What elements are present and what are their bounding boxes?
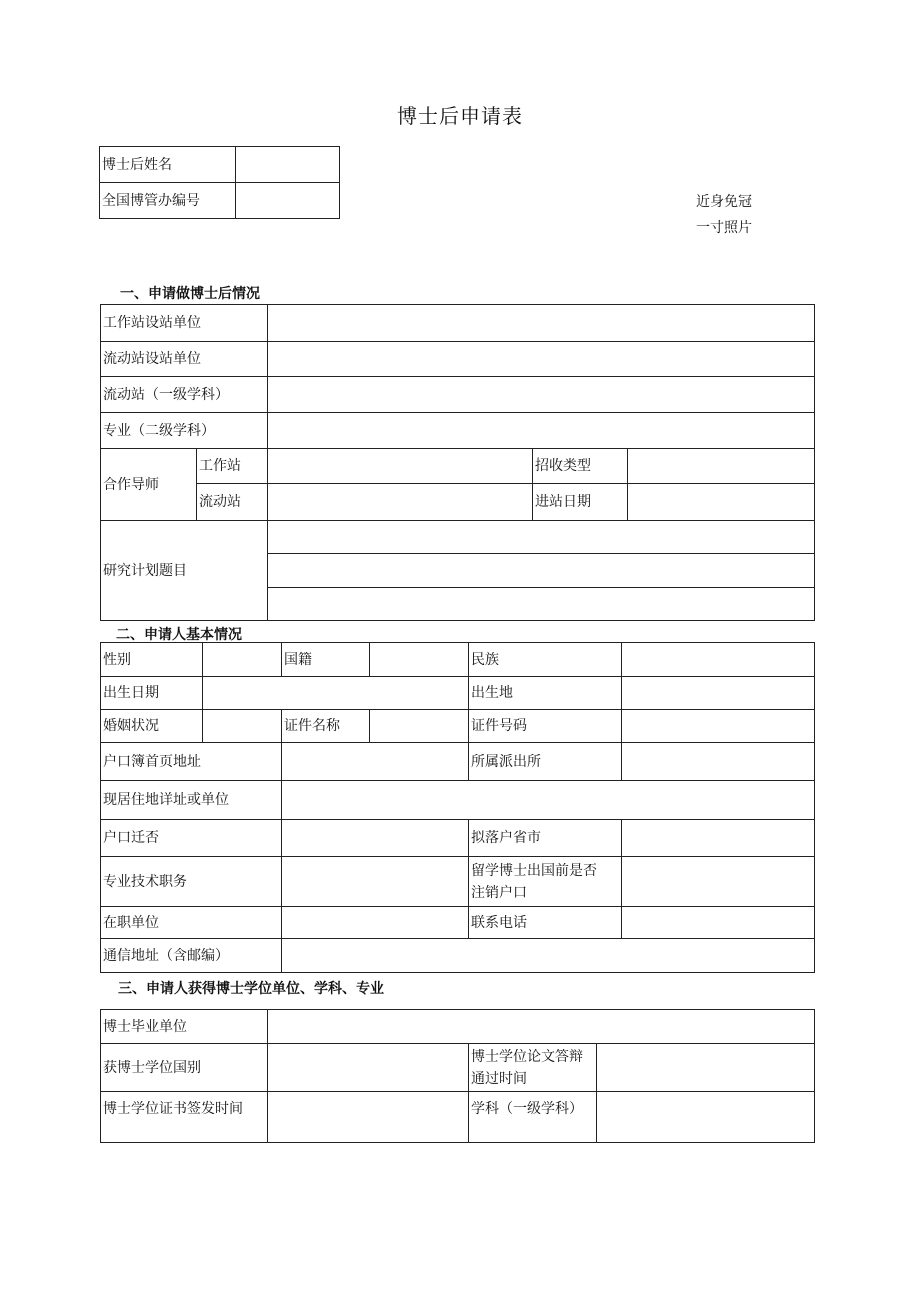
- birth-date-label: 出生日期: [101, 677, 203, 710]
- defense-time-label: [469, 1044, 597, 1092]
- hukou-move-label: 户口迁否: [101, 820, 282, 857]
- birth-place-label: 出生地: [469, 677, 622, 710]
- degree-country-field[interactable]: [268, 1044, 469, 1092]
- cancel-hukou-label: [469, 857, 622, 907]
- recruit-type-field[interactable]: [628, 449, 815, 484]
- defense-time-line-1: 博士学位论文答辩: [471, 1048, 583, 1065]
- advisor-mobile-field[interactable]: [268, 484, 533, 521]
- ethnicity-field[interactable]: [622, 643, 815, 677]
- police-station-label: 所属派出所: [469, 743, 622, 781]
- research-topic-label: 研究计划题目: [101, 521, 268, 621]
- hukou-move-field[interactable]: [282, 820, 469, 857]
- degree-country-label: 获博士学位国别: [101, 1044, 268, 1092]
- mail-address-field[interactable]: [282, 939, 815, 973]
- photo-placeholder: [696, 189, 752, 241]
- section-3-table: [100, 1009, 815, 1143]
- gender-label: 性别: [101, 643, 203, 677]
- police-station-field[interactable]: [622, 743, 815, 781]
- mail-address-label: 通信地址（含邮编）: [101, 939, 282, 973]
- research-topic-field-3[interactable]: [268, 588, 815, 621]
- postdoc-name-label: 博士后姓名: [100, 147, 236, 183]
- birth-date-field[interactable]: [203, 677, 469, 710]
- advisor-workstation-label: 工作站: [197, 449, 268, 484]
- hukou-city-field[interactable]: [622, 820, 815, 857]
- cancel-hukou-line-2: 注销户口: [471, 884, 527, 901]
- grad-unit-field[interactable]: [268, 1010, 815, 1044]
- ethnicity-label: 民族: [469, 643, 622, 677]
- id-number-label: 证件号码: [469, 710, 622, 743]
- mobile-station-label: 流动站（一级学科）: [101, 377, 268, 413]
- photo-line-2: 一寸照片: [696, 220, 752, 236]
- advisor-workstation-field[interactable]: [268, 449, 533, 484]
- photo-line-1: 近身免冠: [696, 194, 752, 210]
- section-3-heading: 三、申请人获得博士学位单位、学科、专业: [118, 981, 384, 997]
- phone-label: 联系电话: [469, 907, 622, 939]
- mobile-unit-label: 流动站设站单位: [101, 342, 268, 377]
- discipline-label: 学科（一级学科）: [469, 1092, 597, 1143]
- entry-date-field[interactable]: [628, 484, 815, 521]
- workstation-unit-label: 工作站设站单位: [101, 305, 268, 342]
- mobile-station-field[interactable]: [268, 377, 815, 413]
- workstation-unit-field[interactable]: [268, 305, 815, 342]
- section-1-table: [100, 304, 815, 621]
- residence-label: 现居住地详址或单位: [101, 781, 282, 820]
- cancel-hukou-field[interactable]: [622, 857, 815, 907]
- employer-label: 在职单位: [101, 907, 282, 939]
- defense-time-line-2: 通过时间: [471, 1070, 527, 1087]
- cancel-hukou-line-1: 留学博士出国前是否: [471, 862, 597, 879]
- research-topic-field-2[interactable]: [268, 554, 815, 588]
- postdoc-name-field[interactable]: [236, 147, 340, 183]
- id-number-field[interactable]: [622, 710, 815, 743]
- gender-field[interactable]: [203, 643, 282, 677]
- cert-time-field[interactable]: [268, 1092, 469, 1143]
- recruit-type-label: 招收类型: [533, 449, 628, 484]
- phone-field[interactable]: [622, 907, 815, 939]
- marital-label: 婚姻状况: [101, 710, 203, 743]
- major-field[interactable]: [268, 413, 815, 449]
- advisor-mobile-label: 流动站: [197, 484, 268, 521]
- research-topic-field-1[interactable]: [268, 521, 815, 554]
- section-2-heading: 二、申请人基本情况: [116, 627, 242, 643]
- id-name-field[interactable]: [370, 710, 469, 743]
- page-title: 博士后申请表: [397, 104, 523, 128]
- cert-time-label: 博士学位证书签发时间: [101, 1092, 268, 1143]
- professional-title-label: 专业技术职务: [101, 857, 282, 907]
- residence-field[interactable]: [282, 781, 815, 820]
- major-label: 专业（二级学科）: [101, 413, 268, 449]
- section-2-table: [100, 642, 815, 973]
- hukou-city-label: 拟落户省市: [469, 820, 622, 857]
- marital-field[interactable]: [203, 710, 282, 743]
- nationality-label: 国籍: [282, 643, 370, 677]
- office-number-label: 全国博管办编号: [100, 183, 236, 219]
- grad-unit-label: 博士毕业单位: [101, 1010, 268, 1044]
- office-number-field[interactable]: [236, 183, 340, 219]
- hukou-address-field[interactable]: [282, 743, 469, 781]
- nationality-field[interactable]: [370, 643, 469, 677]
- advisor-label: 合作导师: [101, 449, 197, 521]
- entry-date-label: 进站日期: [533, 484, 628, 521]
- id-name-label: 证件名称: [282, 710, 370, 743]
- defense-time-field[interactable]: [597, 1044, 815, 1092]
- mobile-unit-field[interactable]: [268, 342, 815, 377]
- employer-field[interactable]: [282, 907, 469, 939]
- discipline-field[interactable]: [597, 1092, 815, 1143]
- hukou-address-label: 户口簿首页地址: [101, 743, 282, 781]
- birth-place-field[interactable]: [622, 677, 815, 710]
- id-box-table: [99, 146, 340, 219]
- professional-title-field[interactable]: [282, 857, 469, 907]
- section-1-heading: 一、申请做博士后情况: [120, 286, 260, 302]
